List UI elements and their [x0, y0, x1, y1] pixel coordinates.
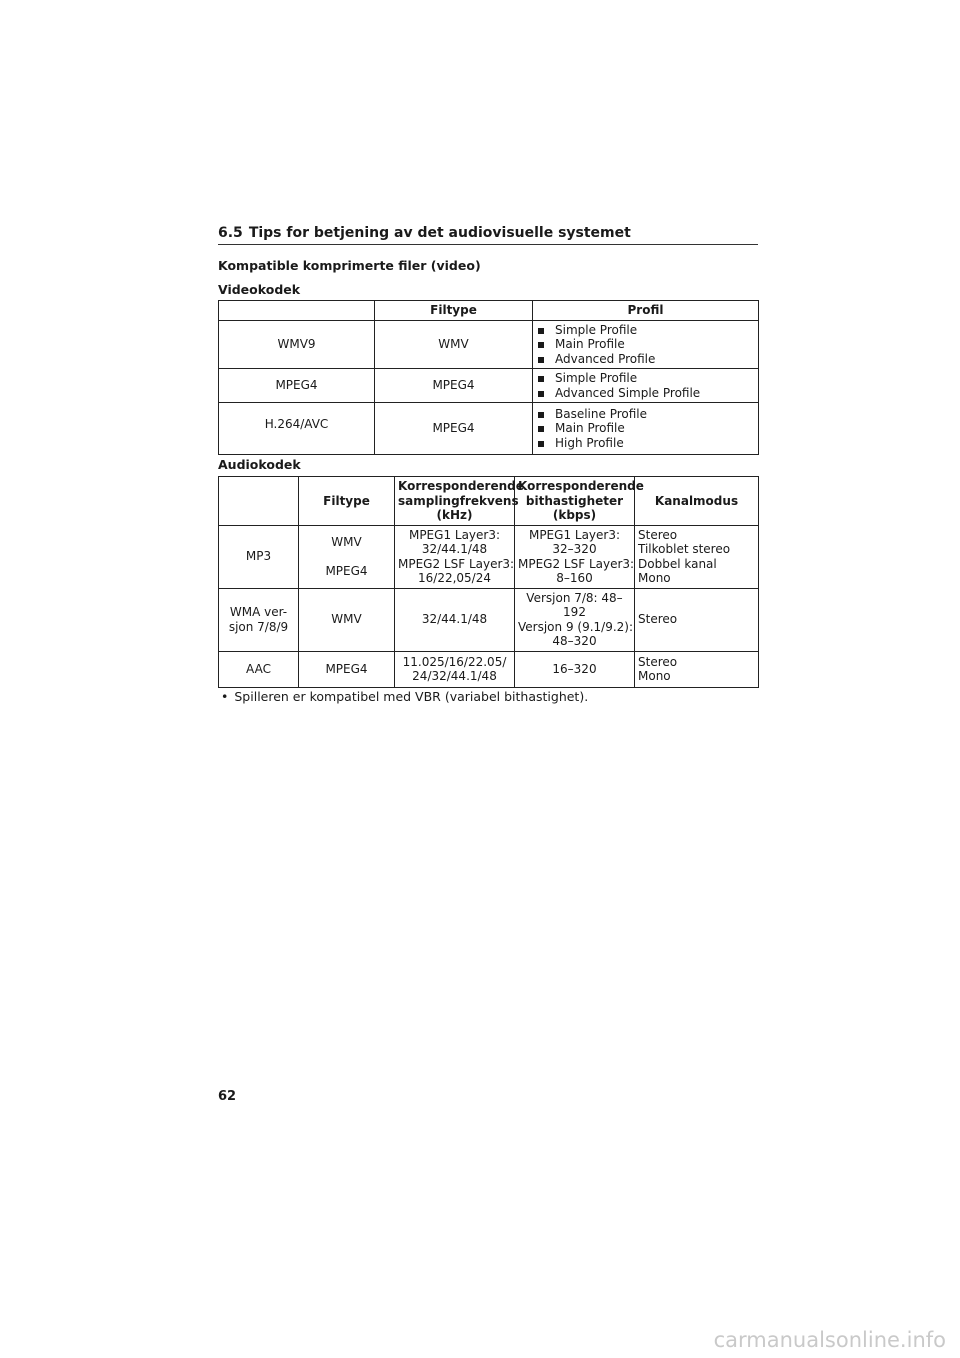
header-cell: Profil — [533, 301, 759, 321]
profile-cell — [533, 320, 759, 369]
channel-line: Stereo — [638, 612, 678, 627]
sampling-cell — [395, 651, 515, 687]
channel-line: Dobbel kanal — [638, 556, 717, 571]
header-cell — [219, 301, 375, 321]
sampling-line: 11.025/16/22.05/ — [402, 654, 507, 669]
codec-cell: AAC — [219, 651, 299, 687]
section-title-text: Tips for betjening av det audiovisuelle systemet — [248, 225, 631, 241]
vbr-note — [218, 689, 588, 704]
channel-line: Stereo — [638, 654, 678, 669]
bitrate-cell — [515, 525, 635, 588]
list-item: Main Profile — [536, 421, 755, 436]
list-item: Baseline Profile — [536, 407, 755, 422]
bitrate-line: 192 — [563, 605, 586, 619]
header-cell: Kanalmodus — [635, 477, 759, 526]
sampling-line: MPEG2 LSF Layer3: — [398, 556, 515, 571]
list-item: Main Profile — [536, 337, 755, 352]
table-row — [219, 588, 759, 651]
bitrate-line: MPEG1 Layer3: — [528, 527, 621, 542]
bitrate-line: Versjon 7/8: 48– — [526, 590, 623, 605]
channel-line: Mono — [638, 571, 671, 585]
table-header-row — [219, 301, 759, 321]
note-text: Spilleren er kompatibel med VBR (variabel bithastighet). — [234, 689, 589, 704]
watermark: carmanualsonline.info — [713, 1328, 946, 1352]
header-cell: Korresponderende samplingfrekvens (kHz) — [395, 477, 515, 526]
filetype-cell: MPEG4 — [299, 651, 395, 687]
profile-cell — [533, 369, 759, 403]
section-title — [218, 225, 758, 245]
list-item: Advanced Simple Profile — [536, 386, 755, 401]
filetype-value: WMV — [331, 535, 362, 549]
codec-cell: MPEG4 — [219, 369, 375, 403]
page-number: 62 — [218, 1089, 237, 1104]
header-cell: Filtype — [375, 301, 533, 321]
channel-line: Mono — [638, 669, 671, 683]
profile-list — [536, 407, 755, 451]
video-heading: Videokodek — [218, 282, 301, 297]
codec-cell: MP3 — [219, 525, 299, 588]
codec-line: WMA ver- — [229, 605, 288, 619]
bitrate-line: Versjon 9 (9.1/9.2): — [518, 619, 634, 634]
bitrate-line: MPEG2 LSF Layer3: — [518, 556, 635, 571]
codec-cell: H.264/AVC — [219, 403, 375, 455]
bitrate-line: 8–160 — [556, 571, 593, 585]
profile-list — [536, 323, 755, 367]
profile-cell — [533, 403, 759, 455]
list-item: High Profile — [536, 436, 755, 451]
bullet-icon: • — [221, 689, 229, 704]
bitrate-line: 32–320 — [552, 542, 597, 556]
table-header-row — [219, 477, 759, 526]
channel-cell — [635, 588, 759, 651]
table-row — [219, 525, 759, 588]
sampling-line: MPEG1 Layer3: — [408, 527, 501, 542]
table-row — [219, 369, 759, 403]
sampling-line: 32/44.1/48 — [421, 542, 488, 556]
bitrate-line: 48–320 — [552, 634, 597, 648]
bitrate-cell: 16–320 — [515, 651, 635, 687]
table-row — [219, 320, 759, 369]
channel-line: Stereo — [638, 527, 678, 542]
channel-line: Tilkoblet stereo — [638, 542, 731, 556]
channel-cell — [635, 651, 759, 687]
sampling-line: 16/22,05/24 — [418, 571, 491, 585]
table-row — [219, 403, 759, 455]
sampling-cell: 32/44.1/48 — [395, 588, 515, 651]
table-row — [219, 651, 759, 687]
audio-heading: Audiokodek — [218, 457, 301, 472]
filetype-cell: MPEG4 — [375, 403, 533, 455]
list-item: Simple Profile — [536, 371, 755, 386]
filetype-cell — [299, 525, 395, 588]
filetype-cell: MPEG4 — [375, 369, 533, 403]
list-item: Advanced Profile — [536, 352, 755, 367]
sampling-cell — [395, 525, 515, 588]
channel-cell — [635, 525, 759, 588]
filetype-value: MPEG4 — [325, 563, 368, 578]
filetype-cell: WMV — [375, 320, 533, 369]
header-cell: Filtype — [299, 477, 395, 526]
audio-codec-table — [218, 476, 759, 688]
bitrate-cell — [515, 588, 635, 651]
codec-cell — [219, 588, 299, 651]
header-cell: Korresponderende bithastigheter (kbps) — [515, 477, 635, 526]
profile-list — [536, 371, 755, 400]
codec-line: sjon 7/8/9 — [228, 619, 289, 634]
codec-cell: WMV9 — [219, 320, 375, 369]
video-codec-table — [218, 300, 759, 455]
sampling-line: 24/32/44.1/48 — [412, 669, 497, 683]
section-number: 6.5 — [218, 225, 243, 241]
filetype-cell: WMV — [299, 588, 395, 651]
list-item: Simple Profile — [536, 323, 755, 338]
subheading: Kompatible komprimerte filer (video) — [218, 258, 481, 273]
header-cell — [219, 477, 299, 526]
